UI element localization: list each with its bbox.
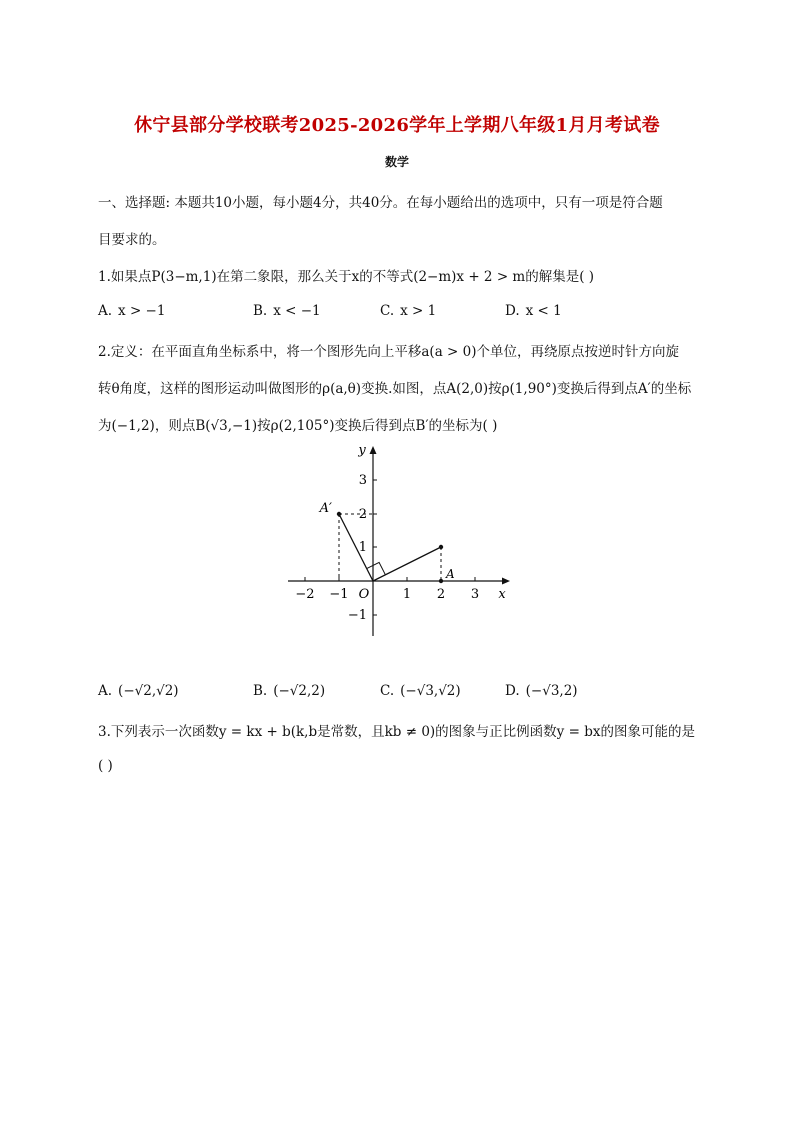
- x-tick-label: −1: [329, 587, 349, 602]
- question-3-answer-paren: ( ): [98, 758, 113, 774]
- option-c[interactable]: C. x > 1: [380, 303, 437, 319]
- option-d[interactable]: D. (−√3,2): [505, 683, 578, 699]
- y-axis-label: y: [358, 443, 366, 458]
- exam-title: 休宁县部分学校联考2025-2026学年上学期八年级1月月考试卷: [134, 115, 660, 136]
- x-axis-arrow: [502, 578, 510, 585]
- x-tick-label: −2: [295, 587, 315, 602]
- section-intro-line1: 一、选择题: 本题共10小题，每小题4分，共40分。在每小题给出的选项中，只有一项是符合题: [98, 195, 663, 211]
- x-axis-label: x: [498, 587, 506, 602]
- question-1-stem: 1.如果点P(3−m,1)在第二象限，那么关于x的不等式(2−m)x + 2 > m的解集是( ): [98, 269, 595, 285]
- segment-o-a-prime: [339, 514, 373, 581]
- x-tick-label: 2: [436, 587, 446, 602]
- question-2-line1: 2.定义：在平面直角坐标系中，将一个图形先向上平移a(a > 0)个单位，再绕原点按逆时针方向旋: [98, 344, 679, 360]
- question-2-line3: 为(−1,2)，则点B(√3,−1)按ρ(2,105°)变换后得到点B′的坐标为( ): [98, 418, 498, 434]
- point-shifted-a: [439, 545, 443, 549]
- y-tick-label: −1: [347, 608, 367, 623]
- point-a-label: A: [446, 567, 455, 581]
- y-tick-label: 3: [358, 473, 367, 488]
- subject-label: 数学: [384, 155, 409, 169]
- point-a-prime-label: A′: [319, 501, 332, 516]
- x-tick-label: 1: [402, 587, 412, 602]
- option-b[interactable]: B. x < −1: [253, 303, 321, 319]
- point-a: [439, 579, 443, 583]
- x-tick-label: 3: [470, 587, 480, 602]
- question-2-line2: 转θ角度，这样的图形运动叫做图形的ρ(a,θ)变换.如图，点A(2,0)按ρ(1,90°)变换后得到点A′的坐标: [98, 381, 692, 397]
- y-tick-label: 1: [358, 540, 367, 555]
- section-intro-line2: 目要求的。: [98, 232, 166, 248]
- option-a[interactable]: A. x > −1: [98, 303, 166, 319]
- option-c[interactable]: C. (−√3,√2): [380, 683, 461, 699]
- coordinate-figure: [280, 438, 520, 648]
- option-d[interactable]: D. x < 1: [505, 303, 562, 319]
- point-a-prime: [337, 512, 341, 516]
- y-axis-arrow: [370, 446, 377, 454]
- segment-o-shifted-a: [373, 547, 441, 581]
- option-a[interactable]: A. (−√2,√2): [98, 683, 179, 699]
- origin-label: O: [358, 587, 370, 602]
- y-tick-label: 2: [358, 507, 367, 522]
- option-b[interactable]: B. (−√2,2): [253, 683, 326, 699]
- question-3-line1: 3.下列表示一次函数y = kx + b(k,b是常数，且kb ≠ 0)的图象与正比例函数y = bx的图象可能的是: [98, 724, 695, 740]
